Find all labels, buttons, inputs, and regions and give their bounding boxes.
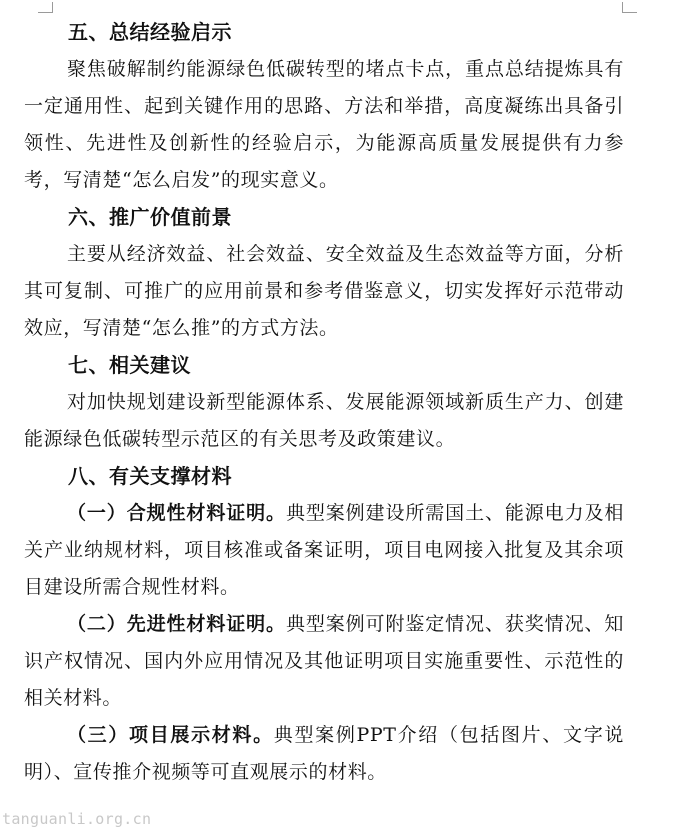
item-2-body: 典型案例可附鉴定情况、获奖情况、知识产权情况、国内外应用情况及其他证明项目实施重要性、示范性的相关材料。: [24, 613, 624, 709]
item-1-lead: （一）合规性材料证明。: [67, 502, 286, 524]
item-2-lead: （二）先进性材料证明。: [67, 613, 286, 635]
section-8-item-1: [24, 495, 624, 606]
item-3-body: 典型案例PPT介绍（包括图片、文字说明）、宣传推介视频等可直观展示的材料。: [24, 724, 624, 783]
document-body: [24, 14, 624, 791]
item-1-body: 典型案例建设所需国土、能源电力及相关产业纳规材料，项目核准或备案证明，项目电网接入批复及其余项目建设所需合规性材料。: [24, 502, 624, 598]
watermark-text: tanguanli.org.cn: [2, 810, 152, 828]
section-8-item-2: [24, 606, 624, 717]
section-8-item-3: [24, 717, 624, 791]
section-6-heading: 六、推广价值前景: [68, 205, 232, 229]
section-5-heading: 五、总结经验启示: [68, 20, 232, 44]
item-3-lead: （三）项目展示材料。: [67, 724, 274, 746]
section-6-paragraph: 主要从经济效益、社会效益、安全效益及生态效益等方面，分析其可复制、可推广的应用前景和参考借鉴意义，切实发挥好示范带动效应，写清楚“怎么推”的方式方法。: [24, 243, 624, 339]
section-5-paragraph: 聚焦破解制约能源绿色低碳转型的堵点卡点，重点总结提炼具有一定通用性、起到关键作用的思路、方法和举措，高度凝练出具备引领性、先进性及创新性的经验启示，为能源高质量发展提供有力参考，写清楚“怎么启发”的现实意义。: [24, 58, 624, 191]
margin-corner-mark-left: [38, 2, 53, 13]
section-7-heading: 七、相关建议: [68, 353, 191, 377]
margin-corner-mark-right: [622, 2, 637, 13]
section-7-paragraph: 对加快规划建设新型能源体系、发展能源领域新质生产力、创建能源绿色低碳转型示范区的有关思考及政策建议。: [24, 391, 624, 450]
section-8-heading: 八、有关支撑材料: [68, 464, 232, 488]
